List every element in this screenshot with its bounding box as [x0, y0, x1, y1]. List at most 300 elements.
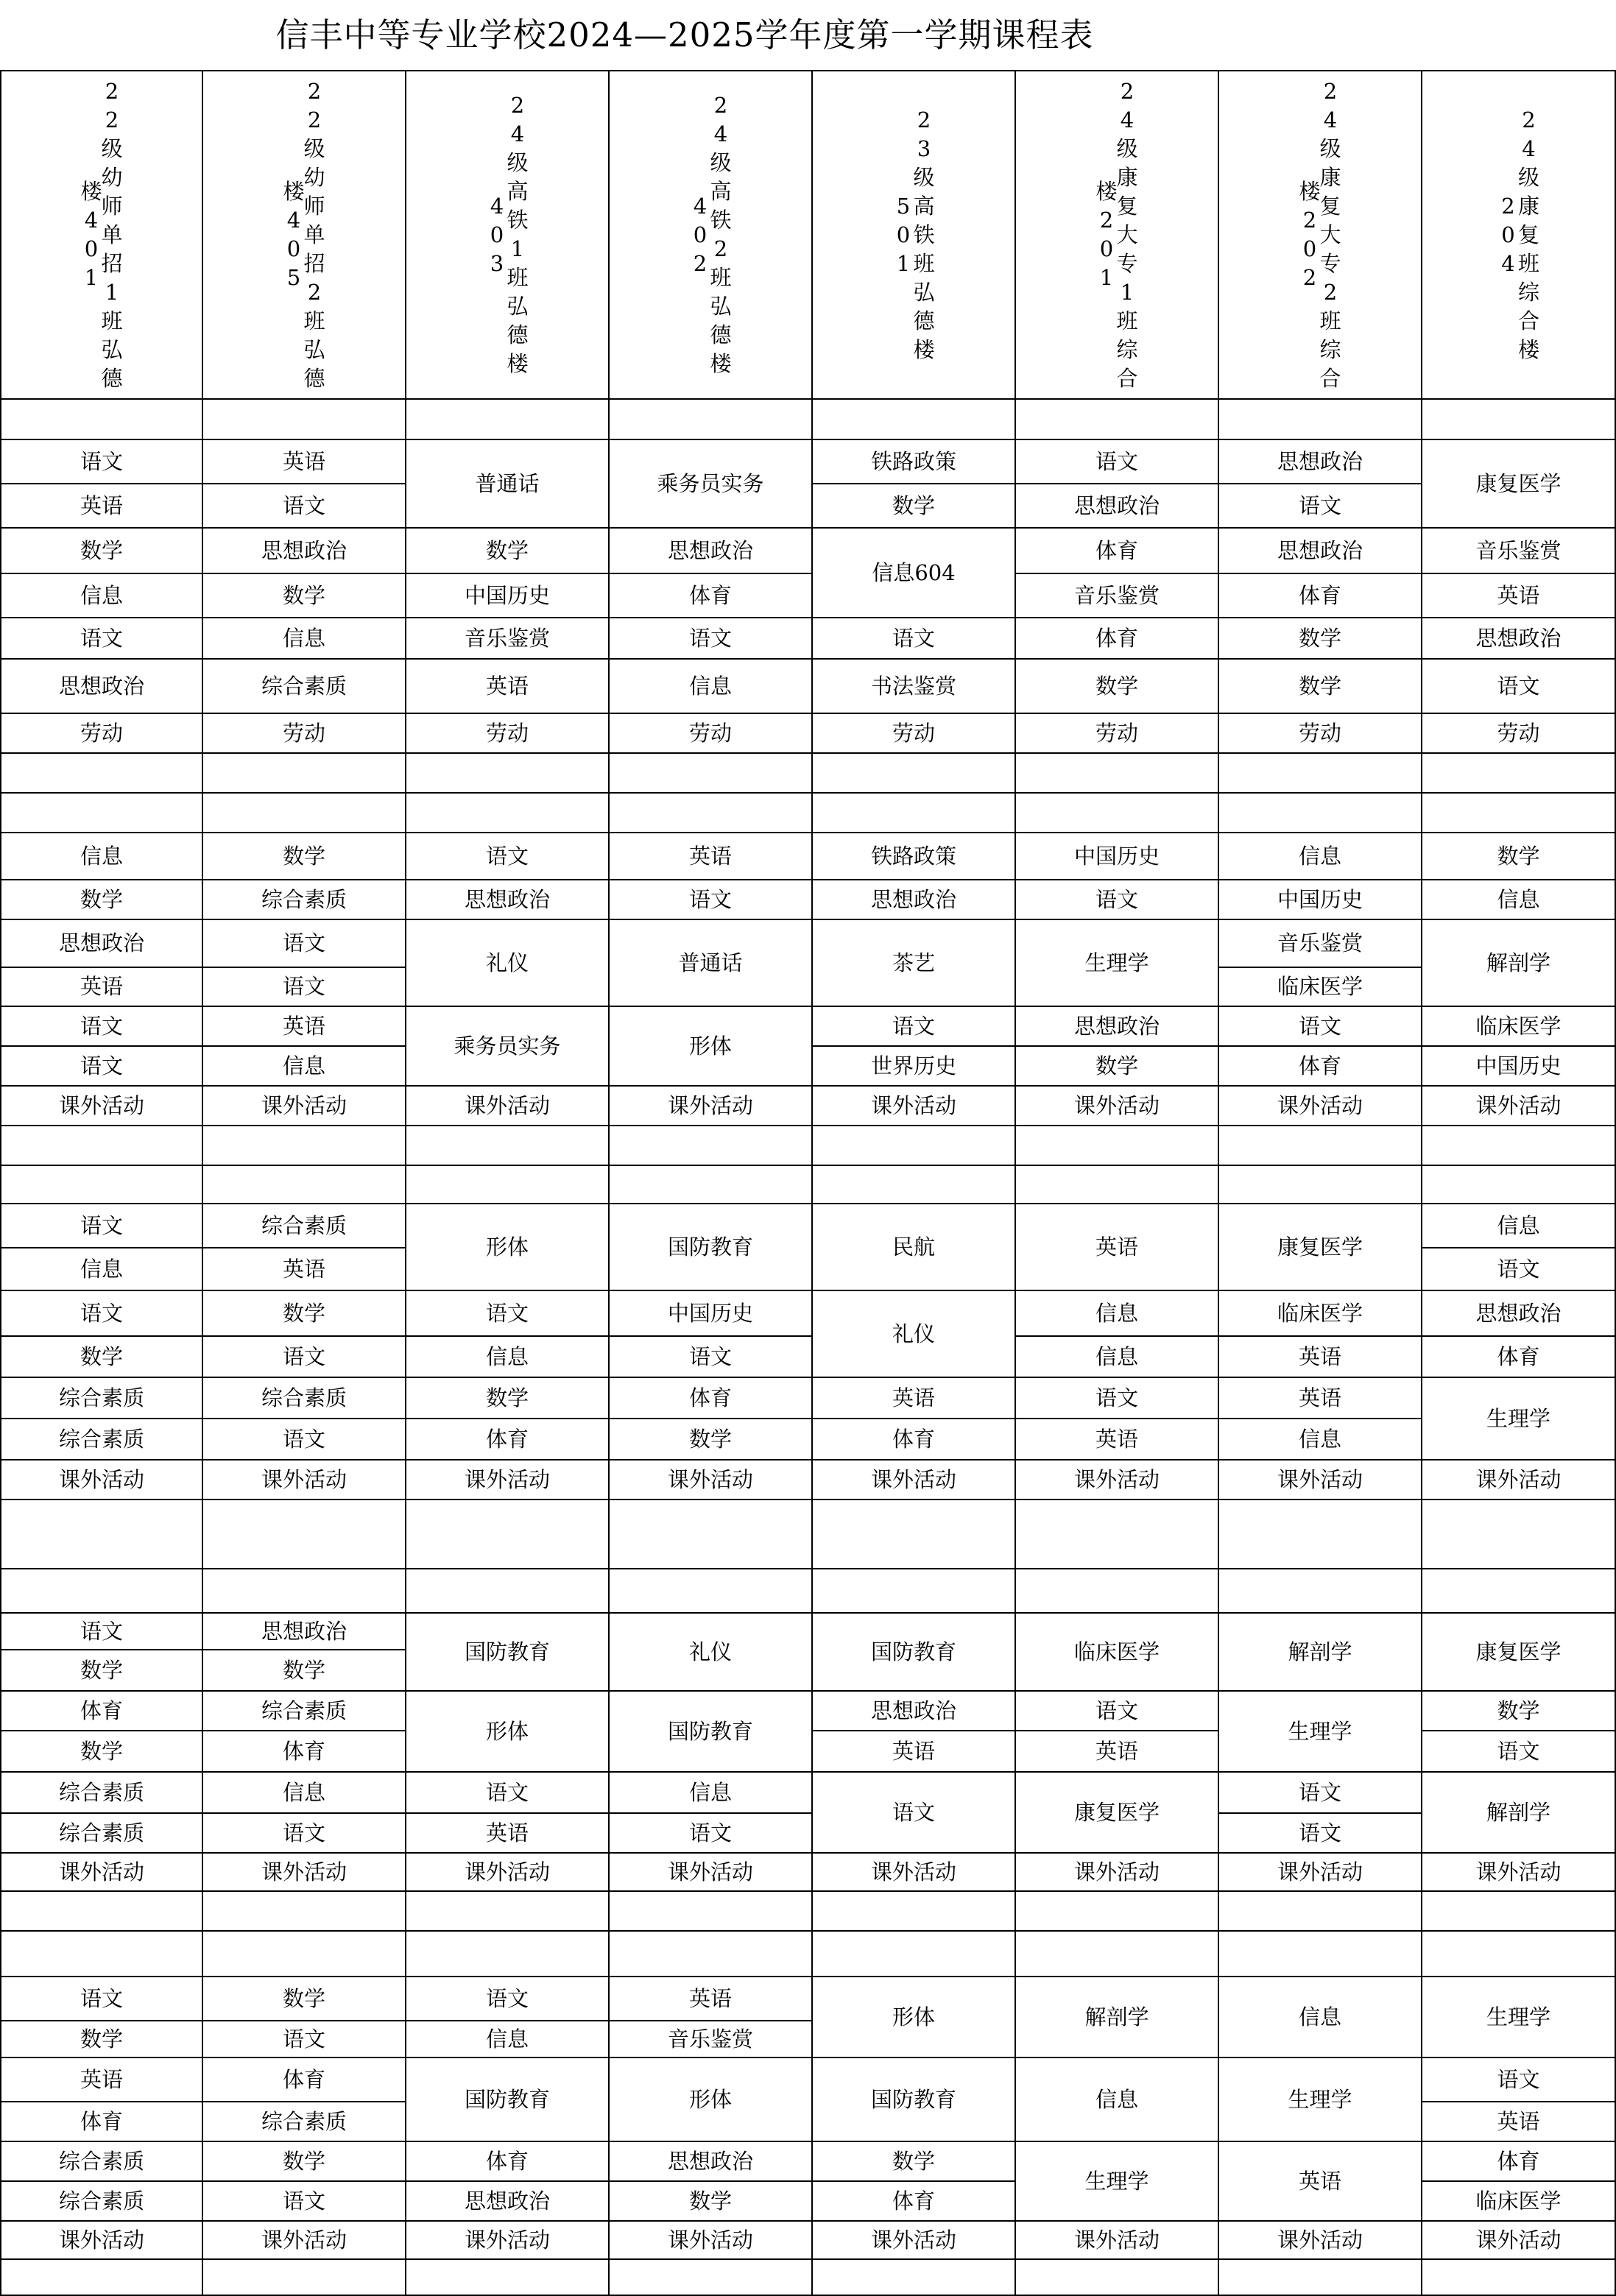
course-cell: 语文: [406, 1773, 610, 1814]
empty-cell: [1219, 1126, 1422, 1166]
empty-cell: [0, 1166, 203, 1204]
course-cell: 形体: [610, 2058, 813, 2142]
empty-cell: [1016, 2260, 1219, 2296]
course-cell: 语文: [1219, 1007, 1422, 1047]
course-cell: 形体: [406, 1692, 610, 1773]
empty-cell: [406, 1569, 610, 1614]
course-cell: 语文: [203, 1337, 406, 1378]
empty-cell: [813, 400, 1016, 440]
course-cell: 普通话: [610, 920, 813, 1007]
empty-cell: [610, 754, 813, 794]
empty-cell: [813, 1126, 1016, 1166]
course-cell: 康复医学: [1422, 1614, 1616, 1692]
course-cell: 英语: [610, 1977, 813, 2021]
course-cell: 英语: [1219, 1378, 1422, 1419]
course-cell: 数学: [1016, 660, 1219, 714]
empty-cell: [610, 1932, 813, 1977]
empty-cell: [610, 400, 813, 440]
course-cell: 语文: [1219, 1814, 1422, 1854]
course-cell: 国防教育: [406, 2058, 610, 2142]
course-cell: 综合素质: [0, 1378, 203, 1419]
empty-cell: [0, 1932, 203, 1977]
course-cell: 语文: [203, 1419, 406, 1460]
course-cell: 音乐鉴赏: [406, 618, 610, 660]
class-header-text: 5 0 1: [896, 193, 911, 276]
course-cell: 数学: [203, 574, 406, 618]
empty-cell: [203, 794, 406, 833]
course-cell: 语文: [0, 1047, 203, 1087]
course-cell: 综合素质: [0, 2182, 203, 2222]
course-cell: 语文: [0, 618, 203, 660]
class-header: [1016, 70, 1219, 400]
course-cell: 英语: [1016, 1419, 1219, 1460]
course-cell: 思想政治: [203, 1614, 406, 1650]
course-cell: 综合素质: [0, 2142, 203, 2182]
course-cell: 课外活动: [610, 1087, 813, 1126]
class-header: [1219, 70, 1422, 400]
course-cell: 思想政治: [610, 2142, 813, 2182]
course-cell: 思想政治: [406, 2182, 610, 2222]
course-cell: 信息: [203, 618, 406, 660]
empty-cell: [406, 2260, 610, 2296]
course-cell: 数学: [0, 1337, 203, 1378]
empty-cell: [0, 754, 203, 794]
class-header-text: 楼 4 0 5: [283, 179, 305, 290]
course-cell: 思想政治: [1016, 484, 1219, 529]
course-cell: 数学: [1016, 1047, 1219, 1087]
course-cell: 民航: [813, 1204, 1016, 1291]
course-cell: 课外活动: [610, 1460, 813, 1500]
empty-cell: [813, 2260, 1016, 2296]
course-cell: 国防教育: [813, 2058, 1016, 2142]
course-cell: 生理学: [1219, 1692, 1422, 1773]
course-cell: 英语: [1422, 574, 1616, 618]
course-cell: 英语: [610, 833, 813, 880]
course-cell: 课外活动: [406, 1087, 610, 1126]
course-cell: 礼仪: [610, 1614, 813, 1692]
course-cell: 课外活动: [0, 2222, 203, 2260]
course-cell: 思想政治: [813, 880, 1016, 920]
course-cell: 生理学: [1016, 920, 1219, 1007]
course-cell: 国防教育: [610, 1204, 813, 1291]
empty-cell: [0, 1892, 203, 1932]
course-cell: 综合素质: [0, 1419, 203, 1460]
empty-cell: [813, 1569, 1016, 1614]
class-header: [203, 70, 406, 400]
empty-cell: [1016, 1569, 1219, 1614]
course-cell: 体育: [406, 1419, 610, 1460]
class-header-text: 4 0 2: [693, 193, 708, 276]
course-cell: 语文: [610, 1337, 813, 1378]
course-cell: 英语: [813, 1378, 1016, 1419]
empty-cell: [1016, 1892, 1219, 1932]
course-cell: 综合素质: [203, 660, 406, 714]
course-cell: 生理学: [1422, 1977, 1616, 2058]
empty-cell: [813, 1166, 1016, 1204]
course-cell: 形体: [610, 1007, 813, 1087]
empty-cell: [203, 1166, 406, 1204]
empty-cell: [406, 794, 610, 833]
empty-cell: [0, 1500, 203, 1569]
course-cell: 解剖学: [1219, 1614, 1422, 1692]
course-cell: 数学: [203, 1291, 406, 1337]
course-cell: 数学: [0, 1731, 203, 1773]
empty-cell: [1422, 754, 1616, 794]
course-cell: 语文: [0, 1007, 203, 1047]
course-cell: 语文: [610, 618, 813, 660]
course-cell: 综合素质: [0, 1814, 203, 1854]
course-cell: 国防教育: [610, 1692, 813, 1773]
course-cell: 临床医学: [1422, 1007, 1616, 1047]
course-cell: 信息: [1219, 1977, 1422, 2058]
course-cell: 课外活动: [813, 1087, 1016, 1126]
course-cell: 体育: [406, 2142, 610, 2182]
course-cell: 康复医学: [1219, 1204, 1422, 1291]
course-cell: 音乐鉴赏: [1422, 529, 1616, 574]
class-header-text: 2 4 级 康 复 大 专 1 班 综 合: [1116, 78, 1138, 391]
empty-cell: [203, 1892, 406, 1932]
course-cell: 数学: [406, 529, 610, 574]
empty-cell: [610, 1500, 813, 1569]
empty-cell: [203, 2260, 406, 2296]
empty-cell: [610, 1569, 813, 1614]
course-cell: 语文: [203, 1814, 406, 1854]
course-cell: 语文: [1422, 1248, 1616, 1291]
course-cell: 英语: [203, 1248, 406, 1291]
empty-cell: [406, 1892, 610, 1932]
course-cell: 课外活动: [1422, 1087, 1616, 1126]
course-cell: 铁路政策: [813, 833, 1016, 880]
course-cell: 体育: [1219, 1047, 1422, 1087]
course-cell: 思想政治: [406, 880, 610, 920]
course-cell: 解剖学: [1422, 1773, 1616, 1854]
course-cell: 语文: [813, 618, 1016, 660]
course-cell: 语文: [0, 1614, 203, 1650]
course-cell: 劳动: [610, 714, 813, 754]
empty-cell: [1422, 1569, 1616, 1614]
course-cell: 康复医学: [1422, 440, 1616, 529]
course-cell: 数学: [0, 880, 203, 920]
empty-cell: [1219, 1569, 1422, 1614]
course-cell: 信息: [406, 1337, 610, 1378]
course-cell: 临床医学: [1219, 1291, 1422, 1337]
course-cell: 信息: [0, 833, 203, 880]
course-cell: 数学: [0, 2021, 203, 2058]
course-cell: 书法鉴赏: [813, 660, 1016, 714]
empty-cell: [203, 1126, 406, 1166]
course-cell: 综合素质: [203, 880, 406, 920]
course-cell: 课外活动: [1219, 1460, 1422, 1500]
course-cell: 数学: [813, 2142, 1016, 2182]
empty-cell: [813, 1500, 1016, 1569]
course-cell: 思想政治: [203, 529, 406, 574]
course-cell: 英语: [1219, 2142, 1422, 2222]
empty-cell: [1422, 1892, 1616, 1932]
course-cell: 综合素质: [203, 1378, 406, 1419]
course-cell: 体育: [1422, 1337, 1616, 1378]
empty-cell: [813, 1892, 1016, 1932]
empty-cell: [203, 400, 406, 440]
course-cell: 国防教育: [813, 1614, 1016, 1692]
course-cell: 音乐鉴赏: [1016, 574, 1219, 618]
class-header-text: 楼 2 0 1: [1095, 179, 1118, 290]
course-cell: 中国历史: [406, 574, 610, 618]
course-cell: 综合素质: [0, 1773, 203, 1814]
empty-cell: [1219, 400, 1422, 440]
course-cell: 课外活动: [0, 1854, 203, 1892]
class-header-text: 2 2 级 幼 师 单 招 2 班 弘 德: [303, 78, 325, 391]
course-cell: 课外活动: [1219, 1087, 1422, 1126]
course-cell: 语文: [406, 833, 610, 880]
empty-cell: [1219, 1500, 1422, 1569]
class-header: [813, 70, 1016, 400]
empty-cell: [406, 1500, 610, 1569]
course-cell: 生理学: [1422, 1378, 1616, 1460]
empty-cell: [406, 754, 610, 794]
course-cell: 语文: [610, 880, 813, 920]
course-cell: 英语: [406, 660, 610, 714]
schedule-title: 信丰中等专业学校2024—2025学年度第一学期课程表: [275, 15, 1094, 54]
empty-cell: [1016, 1932, 1219, 1977]
course-cell: 思想政治: [1422, 1291, 1616, 1337]
class-header-text: 2 3 级 高 铁 班 弘 德 楼: [913, 107, 935, 362]
course-cell: 英语: [1422, 2102, 1616, 2142]
course-cell: 体育: [1016, 529, 1219, 574]
course-cell: 课外活动: [1016, 1854, 1219, 1892]
course-cell: 信息: [1219, 833, 1422, 880]
course-cell: 信息: [0, 1248, 203, 1291]
empty-cell: [406, 1932, 610, 1977]
course-cell: 数学: [610, 2182, 813, 2222]
course-cell: 劳动: [406, 714, 610, 754]
course-cell: 语文: [1016, 880, 1219, 920]
empty-cell: [610, 1166, 813, 1204]
course-cell: 语文: [406, 1291, 610, 1337]
course-cell: 英语: [0, 2058, 203, 2102]
course-cell: 课外活动: [0, 1460, 203, 1500]
course-cell: 语文: [0, 1977, 203, 2021]
course-cell: 体育: [1016, 618, 1219, 660]
course-cell: 综合素质: [203, 1204, 406, 1248]
empty-cell: [1016, 754, 1219, 794]
class-header-text: 2 4 级 高 铁 1 班 弘 德 楼: [507, 93, 529, 376]
course-cell: 数学: [203, 833, 406, 880]
course-cell: 课外活动: [813, 1460, 1016, 1500]
course-cell: 课外活动: [813, 2222, 1016, 2260]
course-cell: 生理学: [1016, 2142, 1219, 2222]
class-header-text: 楼 2 0 2: [1299, 179, 1321, 290]
course-cell: 数学: [0, 529, 203, 574]
course-cell: 信息: [0, 574, 203, 618]
course-cell: 体育: [1422, 2142, 1616, 2182]
course-cell: 思想政治: [1219, 529, 1422, 574]
course-cell: 课外活动: [203, 1087, 406, 1126]
course-cell: 信息: [610, 1773, 813, 1814]
course-cell: 语文: [203, 2021, 406, 2058]
course-cell: 课外活动: [203, 2222, 406, 2260]
class-header-text: 2 2 级 幼 师 单 招 1 班 弘 德: [101, 78, 123, 391]
course-cell: 信息: [1016, 1337, 1219, 1378]
empty-cell: [610, 2260, 813, 2296]
course-cell: 语文: [0, 1291, 203, 1337]
empty-cell: [813, 754, 1016, 794]
empty-cell: [1016, 794, 1219, 833]
course-cell: 中国历史: [1219, 880, 1422, 920]
course-cell: 思想政治: [610, 529, 813, 574]
course-cell: 课外活动: [0, 1087, 203, 1126]
course-cell: 体育: [0, 1692, 203, 1731]
course-cell: 世界历史: [813, 1047, 1016, 1087]
empty-cell: [610, 1892, 813, 1932]
empty-cell: [1219, 1892, 1422, 1932]
empty-cell: [1219, 1166, 1422, 1204]
course-cell: 信息: [1016, 1291, 1219, 1337]
empty-cell: [406, 1166, 610, 1204]
course-cell: 中国历史: [1422, 1047, 1616, 1087]
course-cell: 语文: [203, 968, 406, 1007]
course-cell: 综合素质: [203, 1692, 406, 1731]
course-cell: 语文: [203, 2182, 406, 2222]
course-cell: 劳动: [1422, 714, 1616, 754]
empty-cell: [1016, 1166, 1219, 1204]
course-cell: 数学: [0, 1650, 203, 1692]
empty-cell: [203, 1932, 406, 1977]
course-cell: 劳动: [1219, 714, 1422, 754]
course-cell: 语文: [813, 1773, 1016, 1854]
course-cell: 语文: [1219, 484, 1422, 529]
course-cell: 劳动: [0, 714, 203, 754]
course-cell: 语文: [203, 920, 406, 968]
empty-cell: [610, 794, 813, 833]
course-cell: 体育: [1219, 574, 1422, 618]
course-cell: 茶艺: [813, 920, 1016, 1007]
empty-cell: [1422, 794, 1616, 833]
course-cell: 普通话: [406, 440, 610, 529]
course-cell: 思想政治: [0, 920, 203, 968]
empty-cell: [1016, 400, 1219, 440]
empty-cell: [1016, 1126, 1219, 1166]
course-cell: 信息: [203, 1773, 406, 1814]
empty-cell: [406, 1126, 610, 1166]
course-cell: 信息604: [813, 529, 1016, 618]
course-cell: 课外活动: [1422, 2222, 1616, 2260]
empty-cell: [203, 1500, 406, 1569]
course-cell: 语文: [1422, 1731, 1616, 1773]
course-cell: 思想政治: [1016, 1007, 1219, 1047]
course-cell: 数学: [1422, 1692, 1616, 1731]
empty-cell: [610, 1126, 813, 1166]
course-cell: 解剖学: [1016, 1977, 1219, 2058]
course-cell: 课外活动: [1219, 1854, 1422, 1892]
course-cell: 临床医学: [1016, 1614, 1219, 1692]
course-cell: 课外活动: [1016, 1087, 1219, 1126]
empty-cell: [1219, 2260, 1422, 2296]
class-header-text: 2 4 级 康 复 大 专 2 班 综 合: [1319, 78, 1341, 391]
course-cell: 综合素质: [203, 2102, 406, 2142]
course-cell: 课外活动: [203, 1460, 406, 1500]
course-cell: 信息: [203, 1047, 406, 1087]
course-cell: 形体: [813, 1977, 1016, 2058]
course-cell: 思想政治: [1422, 618, 1616, 660]
course-cell: 数学: [1422, 833, 1616, 880]
course-cell: 语文: [1422, 660, 1616, 714]
empty-cell: [0, 794, 203, 833]
class-header-text: 2 4 级 高 铁 2 班 弘 德 楼: [710, 93, 732, 376]
course-cell: 课外活动: [1016, 2222, 1219, 2260]
course-cell: 音乐鉴赏: [1219, 920, 1422, 968]
course-cell: 体育: [610, 1378, 813, 1419]
empty-cell: [203, 1569, 406, 1614]
course-cell: 数学: [203, 1977, 406, 2021]
empty-cell: [0, 1126, 203, 1166]
course-cell: 语文: [1422, 2058, 1616, 2102]
course-cell: 语文: [1016, 1692, 1219, 1731]
course-cell: 思想政治: [1219, 440, 1422, 484]
class-header: [610, 70, 813, 400]
course-cell: 体育: [203, 1731, 406, 1773]
empty-cell: [1016, 1500, 1219, 1569]
empty-cell: [1422, 2260, 1616, 2296]
course-cell: 英语: [1219, 1337, 1422, 1378]
course-cell: 语文: [1016, 440, 1219, 484]
empty-cell: [1219, 794, 1422, 833]
course-cell: 数学: [203, 2142, 406, 2182]
course-cell: 体育: [0, 2102, 203, 2142]
course-cell: 中国历史: [1016, 833, 1219, 880]
empty-cell: [1422, 400, 1616, 440]
class-header-text: 楼 4 0 1: [80, 179, 102, 290]
empty-cell: [813, 794, 1016, 833]
course-cell: 礼仪: [813, 1291, 1016, 1378]
course-cell: 体育: [610, 574, 813, 618]
course-cell: 英语: [203, 440, 406, 484]
course-cell: 数学: [610, 1419, 813, 1460]
course-cell: 课外活动: [203, 1854, 406, 1892]
course-cell: 体育: [813, 2182, 1016, 2222]
course-cell: 信息: [1219, 1419, 1422, 1460]
empty-cell: [0, 2260, 203, 2296]
course-cell: 思想政治: [813, 1692, 1016, 1731]
course-cell: 课外活动: [610, 1854, 813, 1892]
class-header-text: 4 0 3: [490, 193, 504, 276]
course-cell: 音乐鉴赏: [610, 2021, 813, 2058]
course-cell: 数学: [813, 484, 1016, 529]
class-header-text: 2 4 级 康 复 班 综 合 楼: [1518, 107, 1540, 362]
course-cell: 语文: [1219, 1773, 1422, 1814]
course-cell: 语文: [1016, 1378, 1219, 1419]
course-cell: 国防教育: [406, 1614, 610, 1692]
course-cell: 信息: [1422, 880, 1616, 920]
course-cell: 体育: [203, 2058, 406, 2102]
course-cell: 英语: [0, 484, 203, 529]
course-cell: 英语: [813, 1731, 1016, 1773]
course-cell: 解剖学: [1422, 920, 1616, 1007]
course-cell: 英语: [0, 968, 203, 1007]
empty-cell: [1219, 754, 1422, 794]
course-cell: 课外活动: [610, 2222, 813, 2260]
empty-cell: [203, 754, 406, 794]
course-cell: 课外活动: [406, 2222, 610, 2260]
course-cell: 课外活动: [406, 1460, 610, 1500]
class-header: [1422, 70, 1616, 400]
course-cell: 康复医学: [1016, 1773, 1219, 1854]
empty-cell: [813, 1932, 1016, 1977]
course-cell: 信息: [1422, 1204, 1616, 1248]
course-cell: 中国历史: [610, 1291, 813, 1337]
course-cell: 课外活动: [813, 1854, 1016, 1892]
course-cell: 临床医学: [1219, 968, 1422, 1007]
course-cell: 英语: [1016, 1731, 1219, 1773]
